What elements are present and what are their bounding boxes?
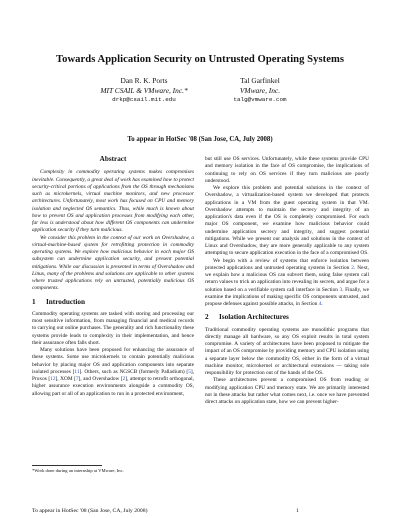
author-name: Tal Garfinkel bbox=[240, 76, 280, 85]
section-title: Introduction bbox=[46, 297, 86, 306]
body-paragraph: but still use OS services. Unfortunately, while these systems provide CPU and memory isolation in the face of OS compromise, the implications of continuing to rely on OS services if they turn malicious are poorly understood. bbox=[205, 156, 369, 184]
footnote-rule bbox=[32, 465, 102, 466]
section-link[interactable]: 2 bbox=[351, 264, 354, 271]
abstract-body bbox=[32, 169, 194, 292]
author-email[interactable]: drkp@csail.mit.edu bbox=[112, 96, 176, 104]
citation-link[interactable]: 5 bbox=[188, 368, 191, 375]
page-footer bbox=[32, 508, 372, 514]
abstract-paragraph: We consider this problem in the context of our work on Overshadow, a virtual-machine-based system for retrofitting protection in commodity operating systems. We explore how malicious behavior in each major OS subsystem can undermine application security, and present potential mitigations. While our discussion is presented in terms of Overshadow and Linux, many of the problems and solutions are applicable to other systems where trusted applications rely on untrusted, potentially malicious OS components. bbox=[32, 234, 194, 292]
body-paragraph: We explore this problem and potential solutions in the context of Overshadow, a virtualization-based system we developed that protects applications in a VM from the guest operating system in that VM. Overshadow attempts to maintain the secrecy and integrity of an application's data even if the OS is completely compromised. For each major OS component, we examine how malicious behavior could undermine application secrecy and integrity, and suggest potential mitigations. While we present our analysis and solutions in the context of Linux and Overshadow, they are more generally applicable to any system attempting to secure application execution in the face of a compromised OS. bbox=[205, 185, 369, 257]
section-heading-introduction bbox=[32, 299, 194, 306]
body-paragraph: Commodity operating systems are tasked with storing and processing our most sensitive information, from managing financial and medical records to carrying out online purchases. The generality and rich functionality these systems provide leads to complexity in their implementation, and hence their assurance often falls short. bbox=[32, 310, 194, 346]
section-title: Isolation Architectures bbox=[219, 313, 289, 322]
citation-link[interactable]: 2 bbox=[122, 376, 126, 382]
abstract-paragraph: Complexity in commodity operating systems makes compromises inevitable. Consequently, a great deal of work has examined how to protect security-critical portions of applications from the OS through mechanisms such as microkernels, virtual machine monitors, and new processor architectures. Unfortunately, most work has focused on CPU and memory isolation and neglected OS semantics. Thus, while much is known about how to prevent OS and application processes from modifying each other, far less is understood about how different OS components can undermine application security if they turn malicious. bbox=[32, 169, 194, 234]
section-link[interactable]: 4 bbox=[318, 301, 322, 307]
appearance-note: To appear in HotSec '08 (San Jose, CA, July 2008) bbox=[127, 136, 273, 143]
page-number: 1 bbox=[296, 508, 299, 514]
section-number: 2 bbox=[205, 313, 209, 322]
section-heading-isolation bbox=[205, 314, 369, 321]
author-affiliation: MIT CSAIL & VMware, Inc.* bbox=[100, 85, 188, 95]
section-number: 1 bbox=[32, 297, 36, 306]
footnote: *Work done during an internship at VMware, Inc. bbox=[32, 468, 124, 473]
author-email[interactable]: talg@vmware.com bbox=[233, 96, 287, 104]
footer-text: To appear in HotSec '08 (San Jose, CA, July 2008) bbox=[32, 508, 148, 514]
abstract-heading: Abstract bbox=[99, 155, 127, 163]
section-link[interactable]: 3 bbox=[339, 286, 343, 293]
paper-title: Towards Application Security on Untrusted Operating Systems bbox=[55, 54, 345, 65]
body-paragraph: Traditional commodity operating systems are monolithic programs that directly manage all hardware, so any OS exploit results in total system compromise. A variety of architectures have been proposed to mitigate the impact of an OS compromise by providing memory and CPU isolation using a separate layer below the commodity OS, either in the form of a virtual machine monitor, microkernel or architectural extensions — taking sole responsibility for protection out of the hands of the OS. bbox=[205, 326, 370, 376]
author-name: Dan R. K. Ports bbox=[120, 76, 168, 85]
author-affiliation: VMware, Inc. bbox=[239, 85, 281, 95]
citation-link[interactable]: 11 bbox=[74, 368, 80, 375]
left-column bbox=[32, 156, 194, 398]
body-paragraph: Many solutions have been proposed for enhancing the assurance of these systems. Some use microkernels to contain potentially malicious behavior by placing major OS and application components into separate isolated processes [11]. Others, such as NGSCB (formerly Palladium) [5], Proxos [12], XOM [7], and Overshadow [2], attempt to retrofit orthogonal, higher assurance execution environments alongside a commodity OS, allowing part or all of an application to run in a protected environment, bbox=[32, 347, 194, 397]
author-block-2 bbox=[185, 76, 335, 105]
right-column bbox=[205, 156, 369, 406]
citation-link[interactable]: 7 bbox=[75, 376, 79, 382]
body-paragraph: These architectures prevent a compromised OS from reading or modifying application CPU and memory state. We are primarily interested not in these attacks but rather what comes next, i.e. once we have prevented direct attacks on application state, how we can prevent higher- bbox=[205, 377, 369, 405]
body-paragraph: We begin with a review of systems that enforce isolation between protected applications and untrusted operating systems in Section 2. Next, we explain how a malicious OS can subvert them, using false system call return values to trick an application into revealing its secrets, and argue for a solution based on a verifiable system call interface in Section 3. Finally, we examine the implications of making specific OS components untrusted, and propose defenses against possible attacks, in Section 4. bbox=[205, 257, 369, 307]
citation-link[interactable]: 12 bbox=[50, 376, 56, 382]
